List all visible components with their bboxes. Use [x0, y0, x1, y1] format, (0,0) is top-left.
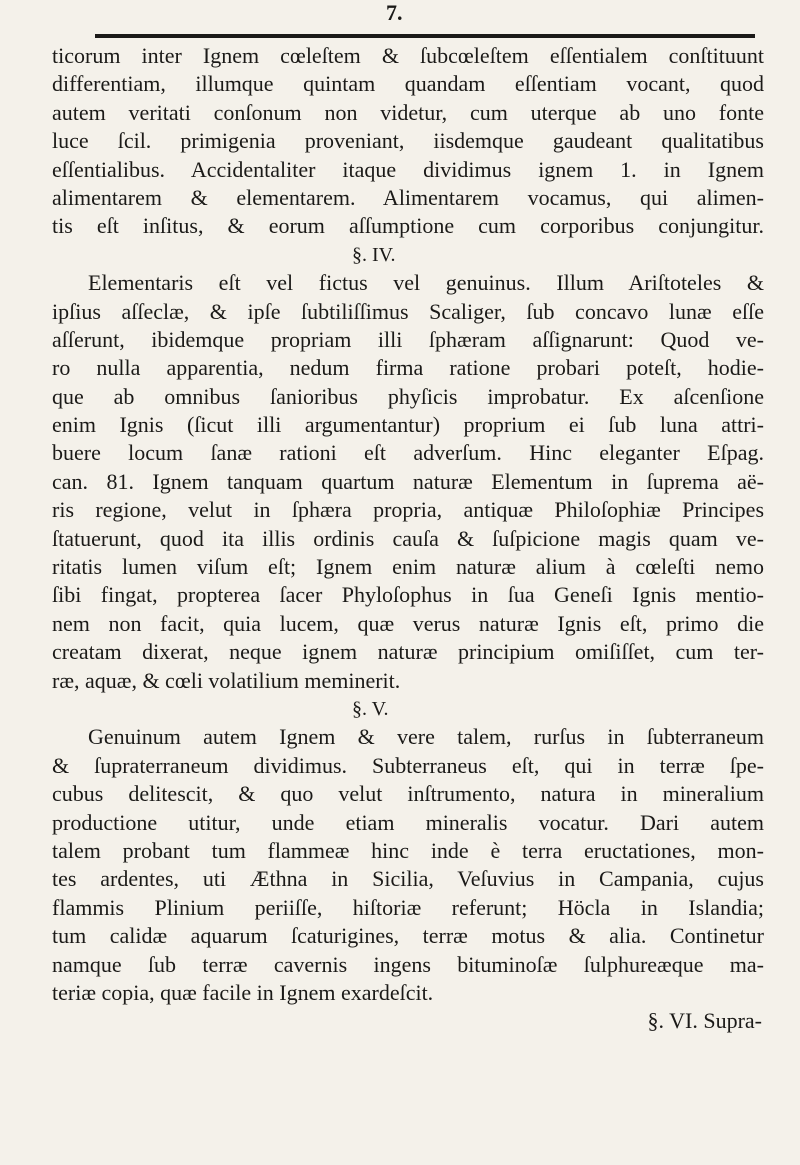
text-line: autem veritati conſonum non videtur, cum uterque ab uno fonte — [52, 99, 764, 125]
text-line: teriæ copia, quæ facile in Ignem exardeſcit. — [52, 979, 434, 1005]
text-line: ræ, aquæ, & cœli volatilium meminerit. — [52, 667, 401, 693]
text-line: que ab omnibus ſanioribus phyſicis improbatur. Ex aſcenſione — [52, 383, 764, 409]
text-line: ro nulla apparentia, nedum firma ratione probari poteſt, hodie- — [52, 355, 764, 381]
text-line: buere locum ſanæ rationi eſt adverſum. Hinc eleganter Eſpag. — [52, 440, 764, 466]
text-line: & ſupraterraneum dividimus. Subterraneus eſt, qui in terræ ſpe- — [52, 752, 764, 778]
text-line: ticorum inter Ignem cœleſtem & ſubcœleſtem eſſentialem conſtituunt — [52, 43, 764, 68]
header-rule — [95, 34, 755, 38]
catchword: §. VI. Supra- — [647, 1008, 762, 1034]
text-line: can. 81. Ignem tanquam quartum naturæ Elementum in ſuprema aë- — [52, 468, 764, 494]
text-line: ipſius aſſeclæ, & ipſe ſubtiliſſimus Scaliger, ſub concavo lunæ eſſe — [52, 298, 764, 324]
text-line: Elementaris eſt vel fictus vel genuinus. Illum Ariſtoteles & — [88, 270, 764, 296]
page-number: 7. — [386, 0, 403, 25]
text-line: differentiam, illumque quintam quandam eſſentiam vocant, quod — [52, 71, 764, 97]
body-text — [52, 42, 764, 1036]
section-heading: §. IV. — [352, 243, 396, 266]
text-line: nem non facit, quia lucem, quæ verus naturæ Ignis eſt, primo die — [52, 610, 764, 636]
section-heading: §. V. — [352, 698, 389, 721]
text-line: namque ſub terræ cavernis ingens bituminoſæ ſulphureæque ma- — [52, 951, 764, 977]
text-line: ſibi fingat, propterea ſacer Phyloſophus in ſua Geneſi Ignis mentio- — [52, 582, 764, 608]
text-line: tis eſt inſitus, & eorum aſſumptione cum corporibus conjungitur. — [52, 213, 764, 239]
text-line: enim Ignis (ſicut illi argumentantur) proprium ei ſub luna attri- — [52, 412, 764, 438]
text-line: ris regione, velut in ſphæra propria, antiquæ Philoſophiæ Principes — [52, 497, 764, 523]
text-line: ritatis lumen viſum eſt; Ignem enim naturæ alium à cœleſti nemo — [52, 554, 764, 580]
text-line: cubus delitescit, & quo velut inſtrumento, natura in mineralium — [52, 781, 764, 807]
text-line: Genuinum autem Ignem & vere talem, rurſus in ſubterraneum — [88, 724, 764, 750]
text-line: talem probant tum flammeæ hinc inde è terra eructationes, mon- — [52, 837, 764, 863]
text-line: aſſerunt, ibidemque propriam illi ſphæram aſſignarunt: Quod ve- — [52, 326, 764, 352]
text-line: tum calidæ aquarum ſcaturigines, terræ motus & alia. Continetur — [52, 923, 764, 949]
text-line: tes ardentes, uti Æthna in Sicilia, Veſuvius in Campania, cujus — [52, 866, 764, 892]
text-line: alimentarem & elementarem. Alimentarem vocamus, qui alimen- — [52, 184, 764, 210]
text-line: productione utitur, unde etiam mineralis vocatur. Dari autem — [52, 809, 764, 835]
text-line: creatam dixerat, neque ignem naturæ principium omiſiſſet, cum ter- — [52, 639, 764, 665]
text-line: luce ſcil. primigenia proveniant, iisdemque gaudeant qualitatibus — [52, 128, 764, 154]
text-line: flammis Plinium periiſſe, hiſtoriæ referunt; Höcla in Islandia; — [52, 894, 764, 920]
text-line: eſſentialibus. Accidentaliter itaque dividimus ignem 1. in Ignem — [52, 156, 764, 182]
text-line: ſtatuerunt, quod ita illis ordinis cauſa & ſuſpicione magis quam ve- — [52, 525, 764, 551]
